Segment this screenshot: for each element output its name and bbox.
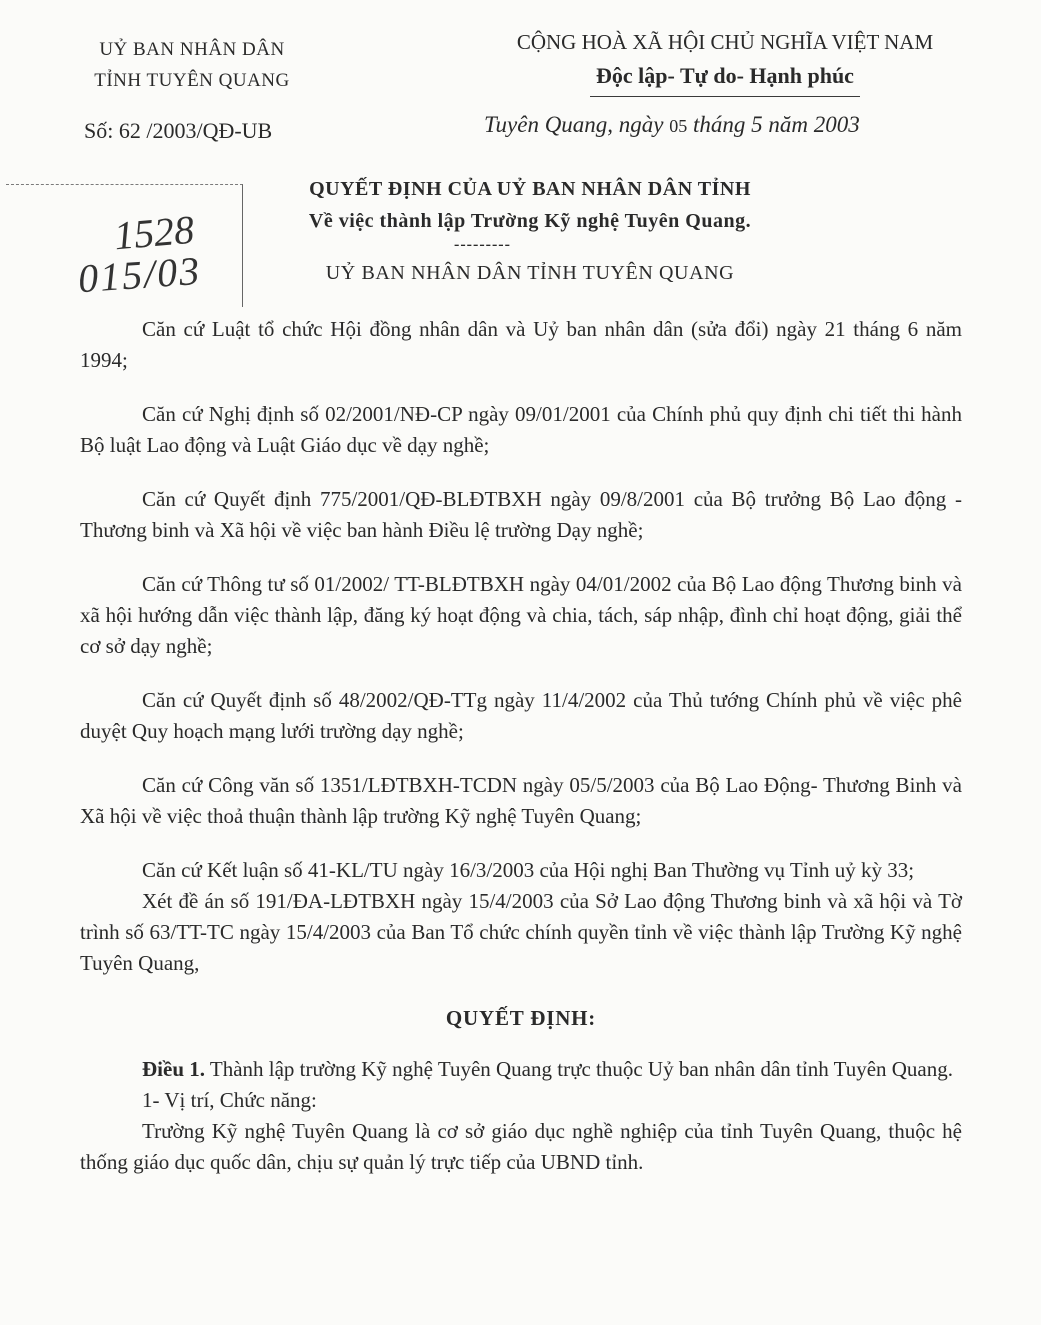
legal-basis-4: Căn cứ Thông tư số 01/2002/ TT-BLĐTBXH ngày 04/01/2002 của Bộ Lao động Thương binh và xã hội hướng dẫn việc thành lập, đăng ký hoạt động và chia, tách, sáp nhập, đình chỉ hoạt động, giải thể cơ sở dạy nghề; — [80, 572, 962, 658]
national-motto: Độc lập- Tự do- Hạnh phúc — [596, 63, 854, 88]
legal-basis-8: Xét đề án số 191/ĐA-LĐTBXH ngày 15/4/2003 của Sở Lao động Thương binh và xã hội và Tờ trình số 63/TT-TC ngày 15/4/2003 của Ban Tổ chức chính quyền tỉnh về việc thành lập Trường Kỹ nghệ Tuyên Quang, — [80, 889, 962, 975]
legal-basis-6: Căn cứ Công văn số 1351/LĐTBXH-TCDN ngày 05/5/2003 của Bộ Lao Động- Thương Binh và Xã hội về việc thoả thuận thành lập trường Kỹ nghệ Tuyên Quang; — [80, 773, 962, 828]
document-number: Số: 62 /2003/QĐ-UB — [84, 118, 273, 143]
legal-basis-5: Căn cứ Quyết định số 48/2002/QĐ-TTg ngày 11/4/2002 của Thủ tướng Chính phủ về việc phê duyệt Quy hoạch mạng lưới trường dạy nghề; — [80, 688, 962, 743]
handwritten-number-2: 015/03 — [76, 247, 203, 302]
article-1-text: Thành lập trường Kỹ nghệ Tuyên Quang trực thuộc Uỷ ban nhân dân tỉnh Tuyên Quang. — [209, 1057, 953, 1081]
legal-basis-7: Căn cứ Kết luận số 41-KL/TU ngày 16/3/2003 của Hội nghị Ban Thường vụ Tỉnh uỷ kỳ 33; — [142, 858, 915, 882]
legal-basis-1: Căn cứ Luật tổ chức Hội đồng nhân dân và Uỷ ban nhân dân (sửa đổi) ngày 21 tháng 6 năm 1994; — [80, 317, 962, 372]
date-year: năm 2003 — [768, 112, 860, 137]
date-place: Tuyên Quang, ngày — [484, 112, 664, 137]
article-1-sub-1: 1- Vị trí, Chức năng: — [142, 1088, 317, 1112]
legal-basis-3: Căn cứ Quyết định 775/2001/QĐ-BLĐTBXH ngày 09/8/2001 của Bộ trưởng Bộ Lao động - Thương binh và Xã hội về việc ban hành Điều lệ trường Dạy nghề; — [80, 487, 962, 542]
authority-line-2: TỈNH TUYÊN QUANG — [94, 70, 290, 91]
title-divider: --------- — [454, 236, 511, 253]
national-header — [470, 26, 980, 97]
authority-line-1: UỶ BAN NHÂN DÂN — [99, 39, 285, 60]
date-day: 05 — [669, 116, 688, 136]
document-date — [484, 112, 860, 138]
enacting-authority: UỶ BAN NHÂN DÂN TỈNH TUYÊN QUANG — [325, 262, 735, 284]
decision-title — [250, 173, 810, 237]
title-line-1: QUYẾT ĐỊNH CỦA UỶ BAN NHÂN DÂN TỈNH — [309, 178, 751, 200]
handwritten-number-1: 1528 — [112, 206, 196, 259]
legal-basis-2: Căn cứ Nghị định số 02/2001/NĐ-CP ngày 09/01/2001 của Chính phủ quy định chi tiết thi hành Bộ luật Lao động và Luật Giáo dục về dạy nghề; — [80, 402, 962, 457]
article-1-sub-1-text: Trường Kỹ nghệ Tuyên Quang là cơ sở giáo dục nghề nghiệp của tỉnh Tuyên Quang, thuộc hệ thống giáo dục quốc dân, chịu sự quản lý trực tiếp của UBND tỉnh. — [80, 1119, 962, 1174]
title-line-2: Về việc thành lập Trường Kỹ nghệ Tuyên Quang. — [308, 210, 752, 232]
date-month-label: tháng — [693, 112, 746, 137]
received-stamp — [6, 184, 243, 307]
issuing-authority — [62, 34, 322, 96]
motto-underline — [590, 96, 860, 97]
national-title: CỘNG HOÀ XÃ HỘI CHỦ NGHĨA VIỆT NAM — [516, 30, 934, 54]
article-1-label: Điều 1. — [142, 1057, 205, 1081]
article-1 — [80, 1054, 962, 1085]
date-month: 5 — [751, 112, 763, 137]
document-body — [80, 314, 962, 1178]
decision-heading: QUYẾT ĐỊNH: — [445, 1006, 597, 1030]
